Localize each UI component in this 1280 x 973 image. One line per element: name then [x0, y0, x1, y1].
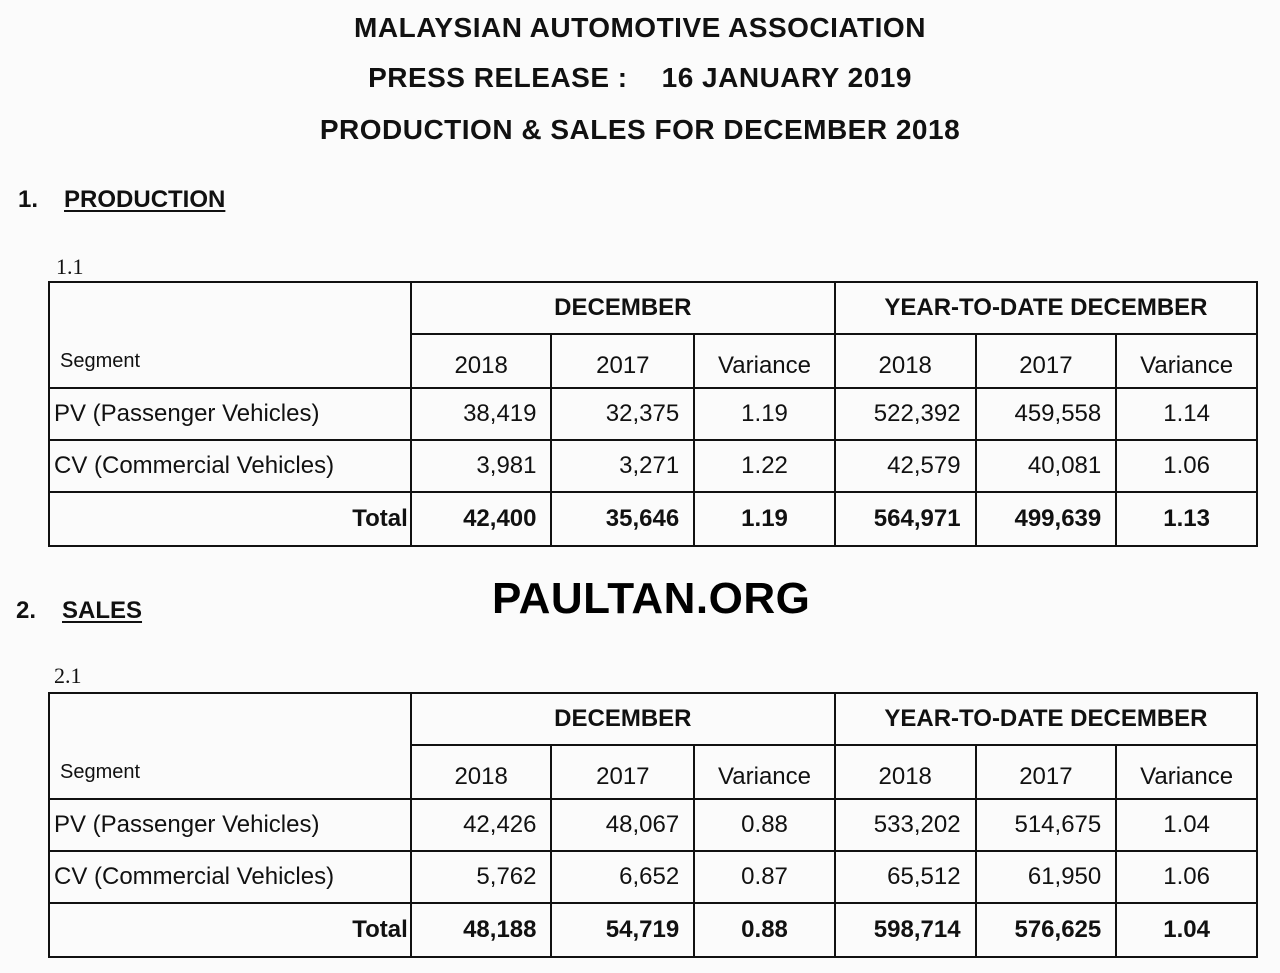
segment-header: Segment [49, 693, 411, 799]
table-cell: 32,375 [551, 388, 694, 440]
table-cell: 0.88 [694, 799, 835, 851]
table-cell: 1.04 [1116, 799, 1257, 851]
column-header: Variance [1116, 334, 1257, 388]
total-cell: 1.04 [1116, 903, 1257, 957]
column-header: 2018 [411, 334, 552, 388]
column-header: Variance [694, 745, 835, 799]
table-cell: 514,675 [976, 799, 1117, 851]
table-cell: 1.19 [694, 388, 835, 440]
row-label: CV (Commercial Vehicles) [49, 440, 411, 492]
table-cell: 1.06 [1116, 440, 1257, 492]
section-sales-heading [16, 597, 142, 625]
watermark-logo: PAULTAN.ORG [492, 574, 811, 623]
column-header: 2017 [551, 334, 694, 388]
sales-table [48, 692, 1258, 958]
table-cell: 48,067 [551, 799, 694, 851]
column-header: 2017 [976, 334, 1117, 388]
table-cell: 3,981 [411, 440, 552, 492]
month-group-header: DECEMBER [411, 693, 835, 745]
total-cell: 35,646 [551, 492, 694, 546]
table-cell: 1.06 [1116, 851, 1257, 903]
table-cell: 1.14 [1116, 388, 1257, 440]
ytd-group-header: YEAR-TO-DATE DECEMBER [835, 693, 1257, 745]
table-cell: 6,652 [551, 851, 694, 903]
total-cell: 499,639 [976, 492, 1117, 546]
production-table [48, 281, 1258, 547]
column-header: 2018 [835, 745, 976, 799]
row-label: CV (Commercial Vehicles) [49, 851, 411, 903]
column-header: Variance [1116, 745, 1257, 799]
table-cell: 533,202 [835, 799, 976, 851]
table-cell: 42,426 [411, 799, 552, 851]
table-cell: 40,081 [976, 440, 1117, 492]
column-header: 2018 [835, 334, 976, 388]
column-header: 2017 [551, 745, 694, 799]
table-cell: 0.87 [694, 851, 835, 903]
segment-header: Segment [49, 282, 411, 388]
total-label: Total [49, 492, 411, 546]
column-header: Variance [694, 334, 835, 388]
press-release-line [0, 62, 1280, 94]
table-cell: 38,419 [411, 388, 552, 440]
press-release-label: PRESS RELEASE : [368, 62, 628, 93]
table-cell: 522,392 [835, 388, 976, 440]
total-cell: 54,719 [551, 903, 694, 957]
total-cell: 48,188 [411, 903, 552, 957]
document-title: MALAYSIAN AUTOMOTIVE ASSOCIATION [354, 12, 926, 43]
column-header: 2018 [411, 745, 552, 799]
section-title: SALES [62, 597, 143, 624]
column-header: 2017 [976, 745, 1117, 799]
table-cell: 1.22 [694, 440, 835, 492]
total-label: Total [49, 903, 411, 957]
ytd-group-header: YEAR-TO-DATE DECEMBER [835, 282, 1257, 334]
total-cell: 598,714 [835, 903, 976, 957]
table-row [49, 388, 1257, 440]
total-cell: 1.13 [1116, 492, 1257, 546]
table-cell: 3,271 [551, 440, 694, 492]
section-number: 1. [18, 186, 39, 213]
table-cell: 42,579 [835, 440, 976, 492]
total-row [49, 903, 1257, 957]
table-row [49, 799, 1257, 851]
total-row [49, 492, 1257, 546]
document-subtitle: PRODUCTION & SALES FOR DECEMBER 2018 [319, 114, 961, 145]
subsection-label: 2.1 [54, 663, 82, 688]
table-cell: 5,762 [411, 851, 552, 903]
table-row [49, 440, 1257, 492]
total-cell: 0.88 [694, 903, 835, 957]
table-cell: 65,512 [835, 851, 976, 903]
subsection-label: 1.1 [56, 254, 84, 279]
total-cell: 1.19 [694, 492, 835, 546]
total-cell: 576,625 [976, 903, 1117, 957]
section-production-heading [18, 186, 225, 214]
table-cell: 459,558 [976, 388, 1117, 440]
total-cell: 42,400 [411, 492, 552, 546]
row-label: PV (Passenger Vehicles) [49, 388, 411, 440]
table-cell: 61,950 [976, 851, 1117, 903]
section-title: PRODUCTION [64, 186, 226, 213]
table-row [49, 851, 1257, 903]
section-number: 2. [16, 597, 37, 624]
total-cell: 564,971 [835, 492, 976, 546]
press-release-date: 16 JANUARY 2019 [661, 62, 912, 93]
row-label: PV (Passenger Vehicles) [49, 799, 411, 851]
month-group-header: DECEMBER [411, 282, 835, 334]
